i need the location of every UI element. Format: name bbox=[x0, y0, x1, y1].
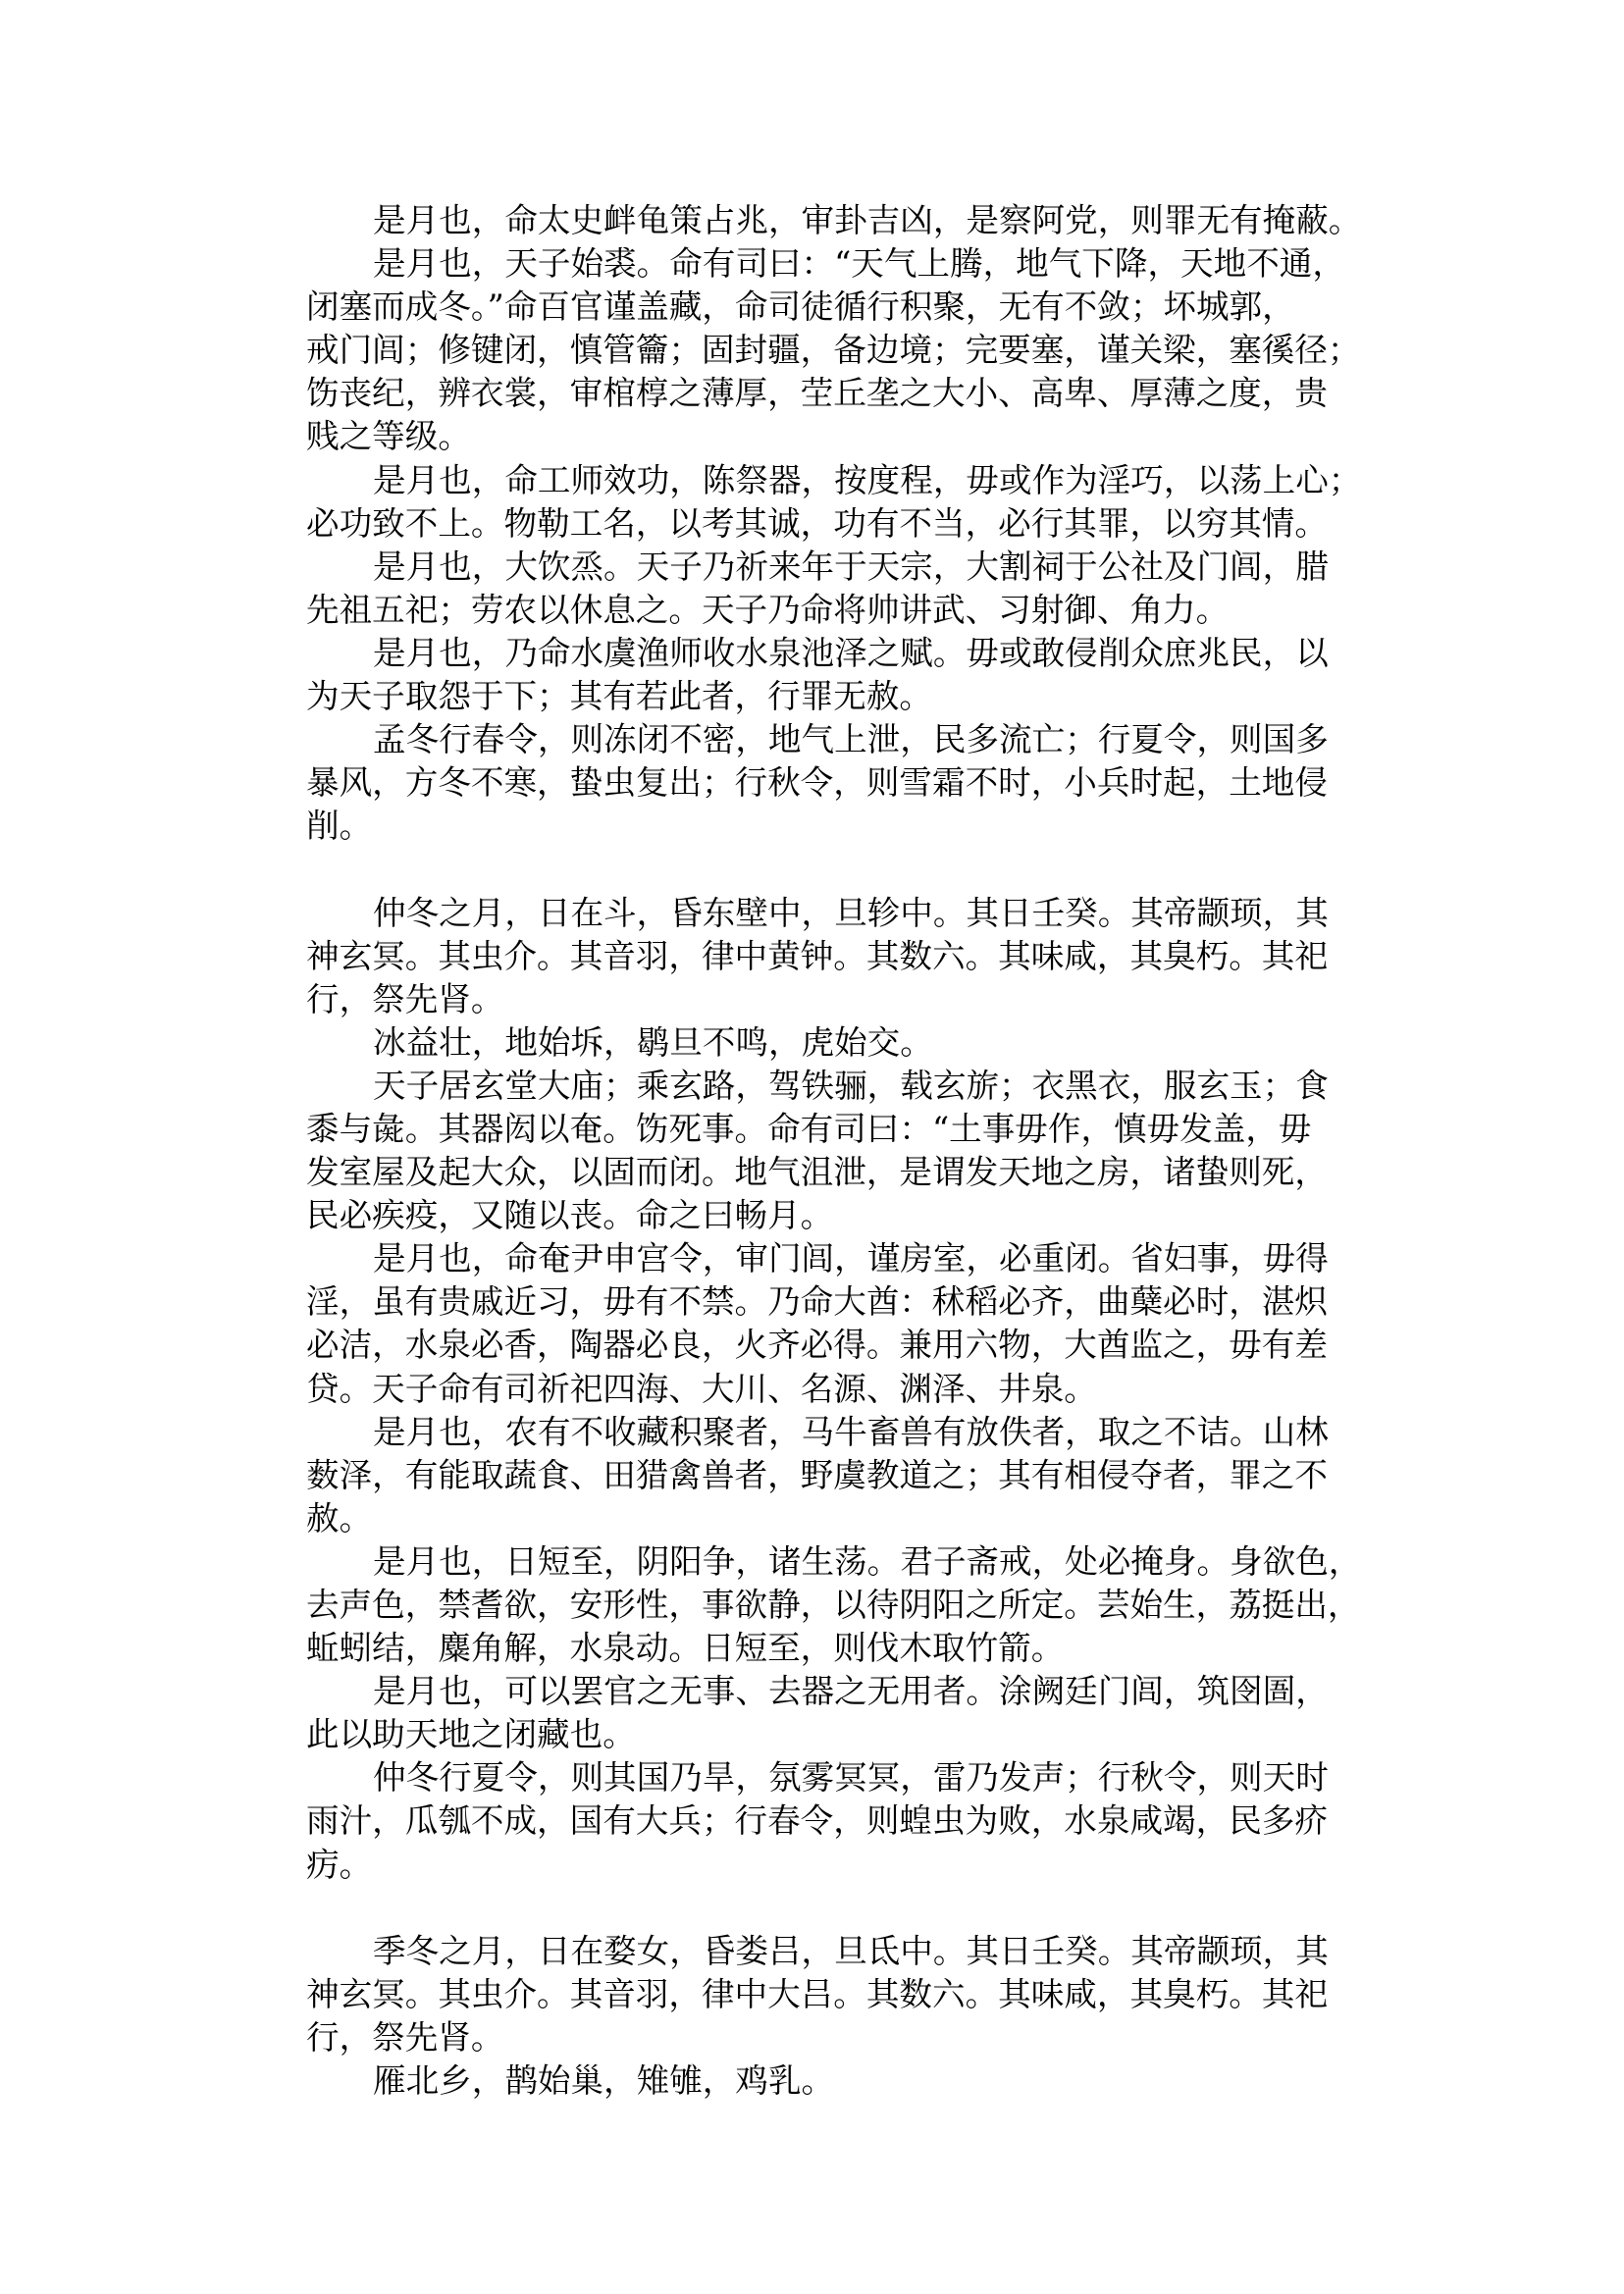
text-line: 先祖五祀；劳农以休息之。天子乃命将帅讲武、习射御、角力。 bbox=[306, 590, 1230, 629]
text-line: 是月也，命太史衅龟策占兆，审卦吉凶，是察阿党，则罪无有掩蔽。 bbox=[373, 201, 1362, 239]
text-line: 神玄冥。其虫介。其音羽，律中黄钟。其数六。其味咸，其臭朽。其祀 bbox=[306, 936, 1328, 975]
document-body bbox=[306, 199, 1362, 2103]
section-gap bbox=[306, 1887, 1346, 1930]
paragraph bbox=[306, 459, 1362, 546]
section bbox=[306, 892, 1362, 1887]
text-line: 必功致不上。物勒工名，以考其诚，功有不当，必行其罪，以穷其情。 bbox=[306, 503, 1328, 543]
text-line: 是月也，命奄尹申宫令，审门闾，谨房室，必重闭。省妇事，毋得 bbox=[373, 1239, 1329, 1278]
text-line: 仲冬之月，日在斗，昏东壁中，旦轸中。其日壬癸。其帝颛顼，其 bbox=[373, 893, 1329, 932]
text-line: 民必疾疫，又随以丧。命之曰畅月。 bbox=[306, 1196, 834, 1235]
text-line: 雁北乡，鹊始巢，雉雊，鸡乳。 bbox=[373, 2061, 835, 2101]
text-line: 贷。天子命有司祈祀四海、大川、名源、渊泽、井泉。 bbox=[306, 1369, 1097, 1408]
paragraph bbox=[306, 1237, 1346, 1410]
text-line: 是月也，命工师效功，陈祭器，按度程，毋或作为淫巧，以荡上心； bbox=[373, 460, 1362, 499]
text-line: 是月也，乃命水虞渔师收水泉池泽之赋。毋或敢侵削众庶兆民，以 bbox=[373, 633, 1329, 672]
text-line: 必洁，水泉必香，陶器必良，火齐必得。兼用六物，大酋监之，毋有差 bbox=[306, 1326, 1328, 1365]
text-line: 是月也，天子始裘。命有司曰：“天气上腾，地气下降，天地不通， bbox=[373, 244, 1345, 284]
text-line: 蚯蚓结，麋角解，水泉动。日短至，则伐木取竹箭。 bbox=[306, 1629, 1065, 1668]
text-line: 行，祭先肾。 bbox=[306, 2017, 504, 2057]
text-line: 赦。 bbox=[306, 1498, 373, 1538]
text-line: 戒门闾；修键闭，慎管籥；固封疆，备边境；完要塞，谨关梁，塞徯径； bbox=[306, 331, 1361, 370]
paragraph bbox=[306, 242, 1361, 458]
text-line: 季冬之月，日在婺女，昏娄吕，旦氐中。其日壬癸。其帝颛顼，其 bbox=[373, 1931, 1329, 1970]
section-gap bbox=[306, 848, 1346, 891]
text-line: 贱之等级。 bbox=[306, 417, 471, 456]
section bbox=[306, 199, 1362, 848]
text-line: 仲冬行夏令，则其国乃旱，氛雾冥冥，雷乃发声；行秋令，则天时 bbox=[373, 1758, 1329, 1798]
text-line: 冰益壮，地始坼，鹖旦不鸣，虎始交。 bbox=[373, 1022, 933, 1062]
text-line: 是月也，日短至，阴阳争，诸生荡。君子斋戒，处必掩身。身欲色， bbox=[373, 1541, 1362, 1581]
text-line: 削。 bbox=[306, 807, 373, 846]
text-line: 闭塞而成冬。”命百官谨盖藏，命司徒循行积聚，无有不敛；坏城郭， bbox=[306, 287, 1295, 327]
text-line: 黍与彘。其器闳以奄。饬死事。命有司曰：“土事毋作，慎毋发盖，毋 bbox=[306, 1109, 1312, 1148]
text-line: 天子居玄堂大庙；乘玄路，驾铁骊，载玄旂；衣黑衣，服玄玉；食 bbox=[373, 1066, 1329, 1105]
paragraph bbox=[306, 2059, 1346, 2103]
text-line: 淫，虽有贵戚近习，毋有不禁。乃命大酋：秫稻必齐，曲蘖必时，湛炽 bbox=[306, 1282, 1328, 1322]
text-line: 行，祭先肾。 bbox=[306, 979, 504, 1018]
text-line: 是月也，大饮烝。天子乃祈来年于天宗，大割祠于公社及门闾，腊 bbox=[373, 547, 1329, 586]
paragraph bbox=[306, 1021, 1346, 1065]
text-line: 孟冬行春令，则冻闭不密，地气上泄，民多流亡；行夏令，则国多 bbox=[373, 720, 1329, 759]
paragraph bbox=[306, 1930, 1346, 2059]
paragraph bbox=[306, 199, 1362, 242]
text-line: 暴风，方冬不寒，蛰虫复出；行秋令，则雪霜不时，小兵时起，土地侵 bbox=[306, 763, 1328, 803]
paragraph bbox=[306, 1670, 1346, 1756]
text-line: 是月也，农有不收藏积聚者，马牛畜兽有放佚者，取之不诘。山林 bbox=[373, 1412, 1329, 1451]
paragraph bbox=[306, 1065, 1346, 1237]
text-line: 饬丧纪，辨衣裳，审棺椁之薄厚，茔丘垄之大小、高卑、厚薄之度，贵 bbox=[306, 374, 1328, 413]
text-line: 去声色，禁耆欲，安形性，事欲静，以待阴阳之所定。芸始生，荔挺出， bbox=[306, 1586, 1361, 1624]
paragraph bbox=[306, 1756, 1346, 1886]
paragraph bbox=[306, 892, 1346, 1021]
text-line: 雨汁，瓜瓠不成，国有大兵；行春令，则蝗虫为败，水泉咸竭，民多疥 bbox=[306, 1801, 1328, 1841]
text-line: 疠。 bbox=[306, 1845, 373, 1884]
paragraph bbox=[306, 546, 1346, 632]
text-line: 发室屋及起大众，以固而闭。地气沮泄，是谓发天地之房，诸蛰则死， bbox=[306, 1153, 1328, 1192]
text-line: 为天子取怨于下；其有若此者，行罪无赦。 bbox=[306, 677, 932, 716]
paragraph bbox=[306, 1411, 1346, 1540]
text-line: 此以助天地之闭藏也。 bbox=[306, 1715, 636, 1754]
text-line: 薮泽，有能取蔬食、田猎禽兽者，野虞教道之；其有相侵夺者，罪之不 bbox=[306, 1455, 1328, 1494]
paragraph bbox=[306, 632, 1346, 718]
paragraph bbox=[306, 718, 1346, 848]
section bbox=[306, 1930, 1346, 2103]
text-line: 是月也，可以罢官之无事、去器之无用者。涂阙廷门闾，筑囹圄， bbox=[373, 1672, 1329, 1711]
text-line: 神玄冥。其虫介。其音羽，律中大吕。其数六。其味咸，其臭朽。其祀 bbox=[306, 1974, 1328, 2013]
paragraph bbox=[306, 1540, 1362, 1670]
